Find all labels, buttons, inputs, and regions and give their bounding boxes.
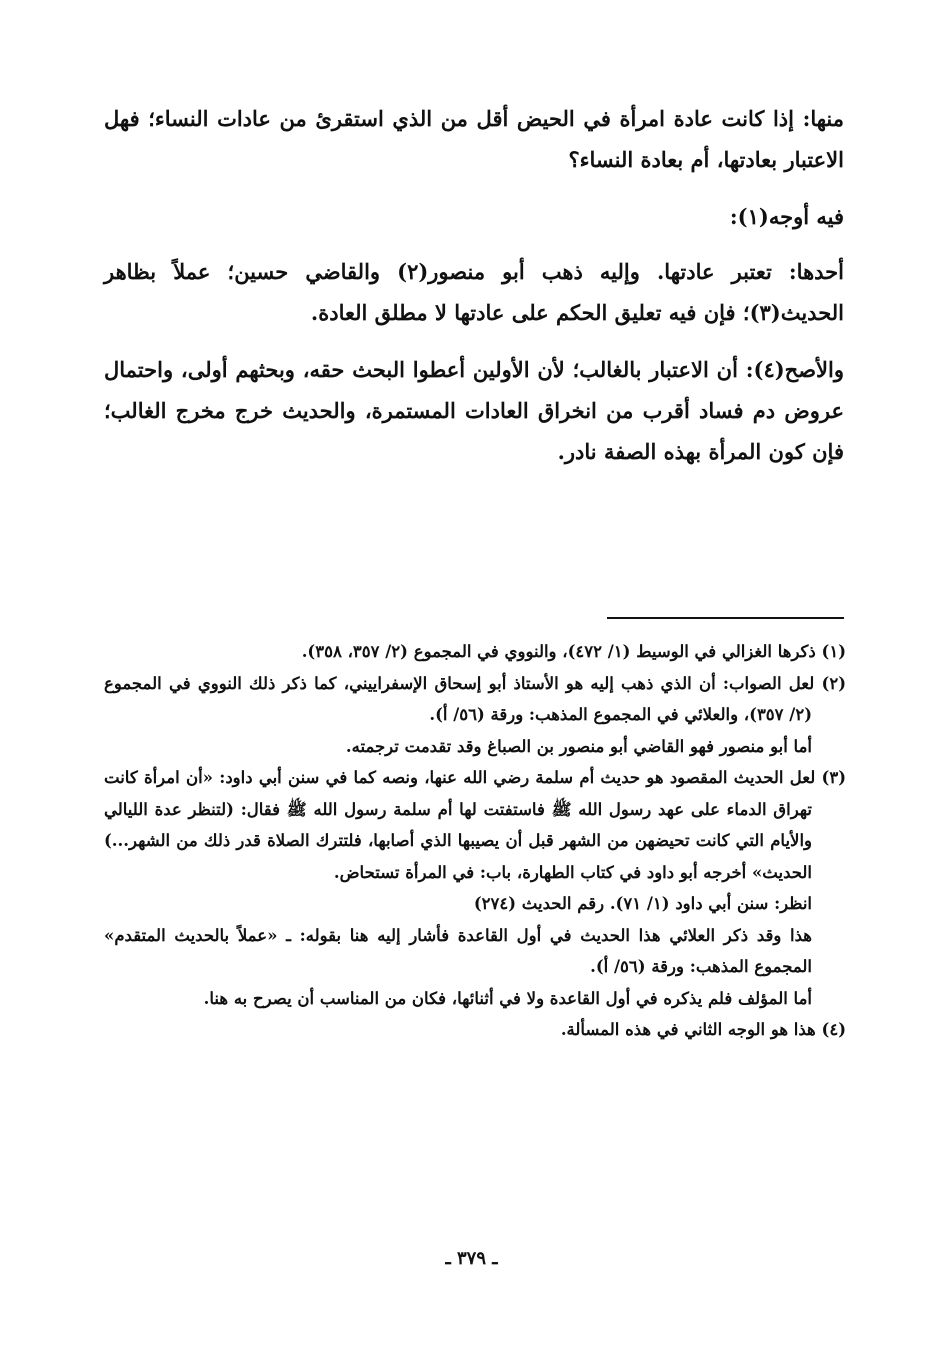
paragraph-opinions-intro: فيه أوجه(١): [729, 204, 844, 229]
paragraph-question: منها: إذا كانت عادة امرأة في الحيض أقل من الذي استقرئ من عادات النساء؛ فهل الاعتبار بعادتها، أم بعادة النساء؟ [104, 106, 844, 172]
footnote-2: (٢) لعل الصواب: أن الذي ذهب إليه هو الأستاذ أبو إسحاق الإسفراييني، كما ذكر ذلك النووي في المجموع (٢/ ٣٥٧)، والعلائي في المجموع المذهب: ورقة (٥٦/ أ). [104, 673, 846, 724]
footnote-separator [607, 617, 844, 619]
footnote-3: (٣) لعل الحديث المقصود هو حديث أم سلمة رضي الله عنها، ونصه كما في سنن أبي داود: «أن امرأة كانت تهراق الدماء على عهد رسول الله ﷺ فاستفتت لها أم سلمة رسول الله ﷺ فقال: (لتنظر عدة الليالي والأيام التي كانت تحيضهن من الشهر قبل أن يصيبها الذي أصابها، فلتترك الصلاة قدر ذلك من الشهر...) الحديث» أخرجه أبو داود في كتاب الطهارة، باب: في المرأة تستحاض. [104, 768, 846, 882]
footnote-4: (٤) هذا هو الوجه الثاني في هذه المسألة. [560, 1020, 846, 1039]
footnote-1: (١) ذكرها الغزالي في الوسيط (١/ ٤٧٢)، والنووي في المجموع (٢/ ٣٥٧، ٣٥٨). [301, 642, 846, 661]
footnotes [104, 636, 846, 1046]
paragraph-first-opinion: أحدها: تعتبر عادتها. وإليه ذهب أبو منصور(٢) والقاضي حسين؛ عملاً بظاهر الحديث(٣)؛ فإن فيه تعليق الحكم على عادتها لا مطلق العادة. [104, 259, 844, 325]
footnote-3-author-note: أما المؤلف فلم يذكره في أول القاعدة ولا في أثنائها، فكان من المناسب أن يصرح به هنا. [203, 988, 812, 1008]
footnote-3-alai-note: هذا وقد ذكر العلائي هذا الحديث في أول القاعدة فأشار إليه هنا بقوله: ـ «عملاً بالحديث المتقدم» المجموع المذهب: ورقة (٥٦/ أ). [104, 925, 812, 976]
main-text [104, 98, 844, 488]
page-number: ـ ٣٧٩ ـ [445, 1248, 498, 1269]
footnote-2-continuation: أما أبو منصور فهو القاضي أبو منصور بن الصباغ وقد تقدمت ترجمته. [345, 736, 812, 756]
paragraph-preferred-opinion: والأصح(٤): أن الاعتبار بالغالب؛ لأن الأولين أعطوا البحث حقه، وبحثهم أولى، واحتمال عروض دم فساد أقرب من انخراق العادات المستمرة، والحديث خرج مخرج الغالب؛ فإن كون المرأة بهذه الصفة نادر. [104, 357, 844, 464]
footnote-3-reference: انظر: سنن أبي داود (١/ ٧١). رقم الحديث (٢٧٤) [473, 894, 812, 913]
